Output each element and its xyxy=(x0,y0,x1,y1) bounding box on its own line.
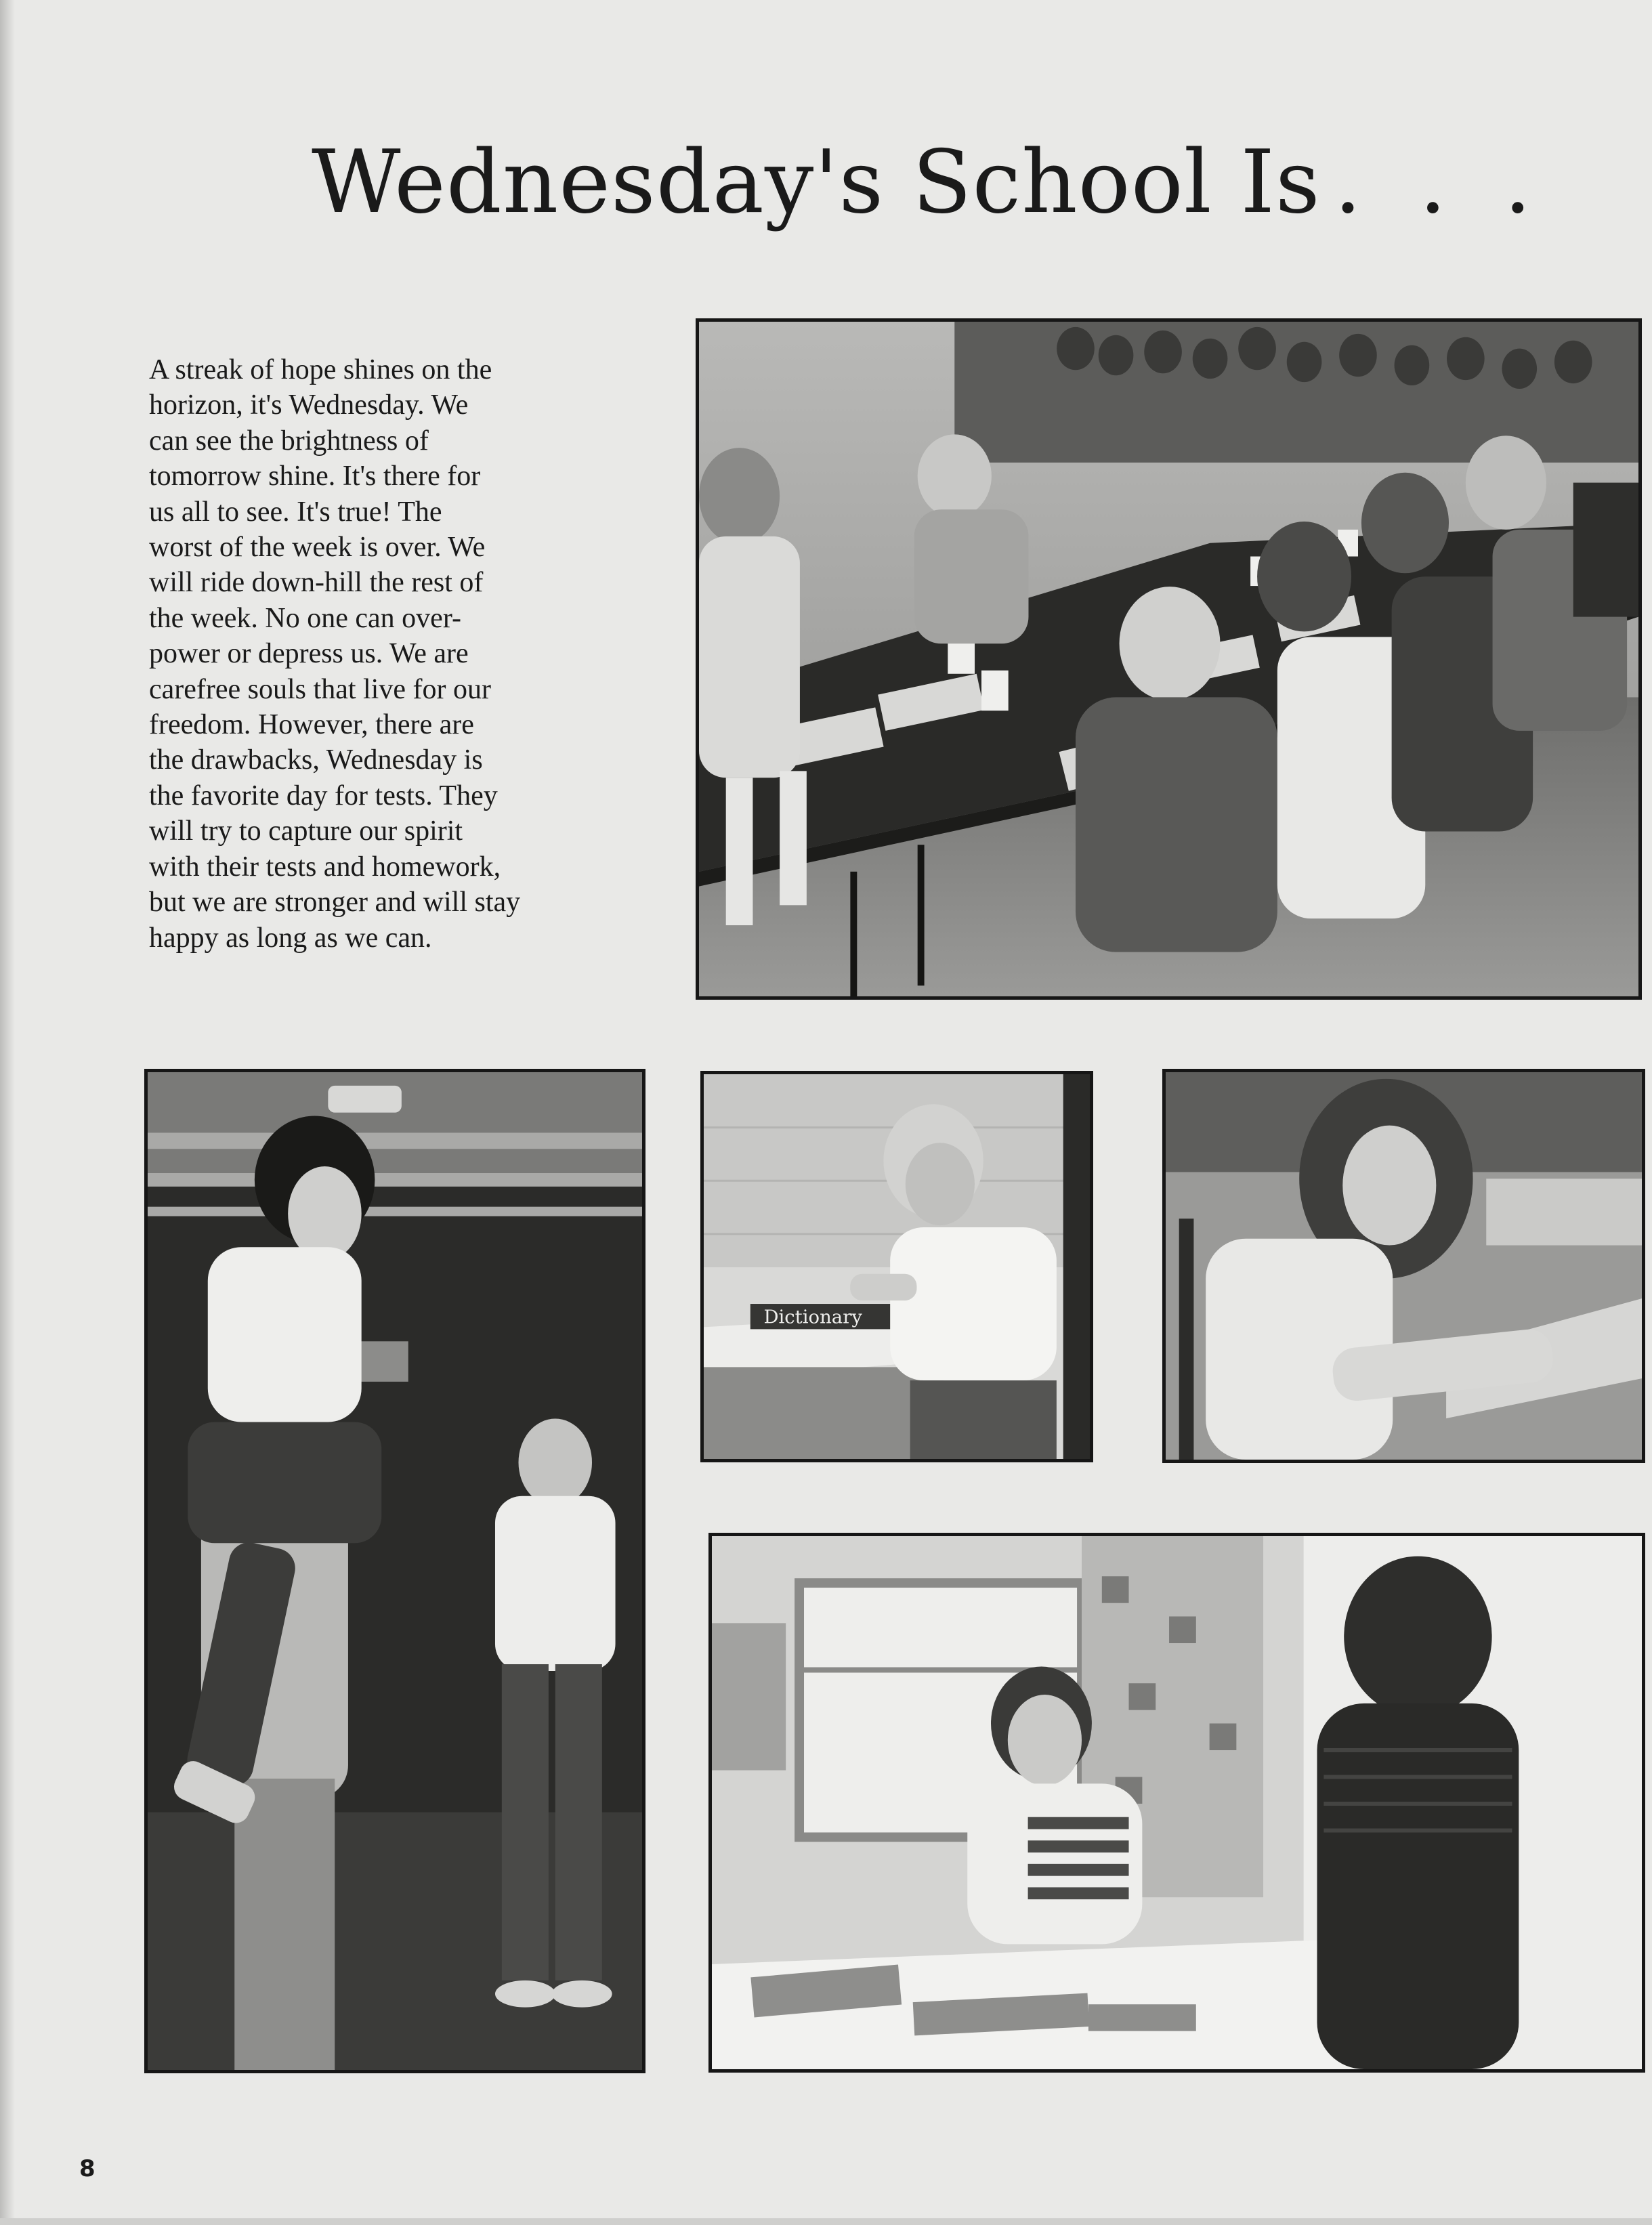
cafeteria-lunch-photo xyxy=(696,318,1642,1000)
article-line: A streak of hope shines on the xyxy=(149,354,492,385)
article-line: the week. No one can over- xyxy=(149,602,461,634)
teacher-at-desk-image xyxy=(712,1536,1642,2069)
page-edge-bottom xyxy=(0,2218,1652,2225)
page-title-text: Wednesday's School Is xyxy=(312,132,1321,233)
article-line: carefree souls that live for our xyxy=(149,673,491,705)
article-line: with their tests and homework, xyxy=(149,851,501,883)
article-line: can see the brightness of xyxy=(149,425,429,457)
article-text xyxy=(149,352,664,956)
hallway-piggyback-photo xyxy=(144,1069,645,2073)
article-line: horizon, it's Wednesday. We xyxy=(149,389,469,421)
article-line: power or depress us. We are xyxy=(149,638,469,670)
dictionary-desk-image xyxy=(704,1074,1090,1459)
article-line: happy as long as we can. xyxy=(149,922,432,954)
girl-at-desk-image xyxy=(1166,1072,1642,1460)
page-title-ellipsis: . . . xyxy=(1334,132,1547,233)
hallway-piggyback-image xyxy=(148,1072,642,2070)
article-line: will try to capture our spirit xyxy=(149,815,463,847)
page-edge xyxy=(0,0,15,2225)
article-line: worst of the week is over. We xyxy=(149,532,486,564)
dictionary-desk-photo xyxy=(700,1071,1093,1462)
teacher-at-desk-photo xyxy=(708,1533,1645,2073)
article-line: us all to see. It's true! The xyxy=(149,496,442,528)
article-line: the drawbacks, Wednesday is xyxy=(149,744,483,776)
article-line: tomorrow shine. It's there for xyxy=(149,461,481,492)
article-line: the favorite day for tests. They xyxy=(149,780,498,811)
cafeteria-lunch-image xyxy=(699,322,1638,996)
page-number: 8 xyxy=(79,2155,96,2182)
page-title xyxy=(312,132,1547,233)
dictionary-label: Dictionary xyxy=(763,1306,862,1328)
girl-at-desk-photo xyxy=(1162,1069,1645,1463)
article-line: freedom. However, there are xyxy=(149,709,474,741)
article-line: will ride down-hill the rest of xyxy=(149,567,484,599)
article-line: but we are stronger and will stay xyxy=(149,887,521,918)
